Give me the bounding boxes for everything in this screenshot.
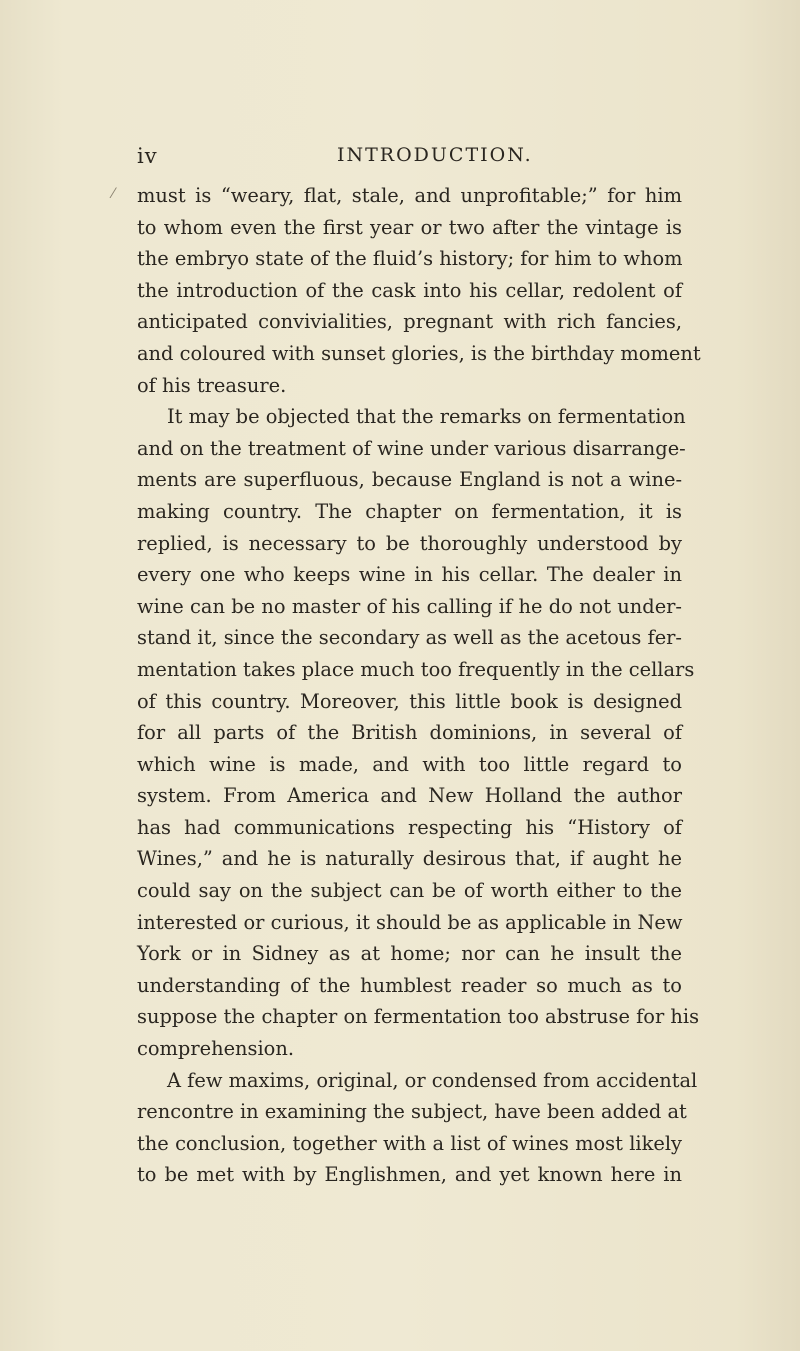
text-line: system. From America and New Holland the author — [137, 784, 682, 808]
text-line: suppose the chapter on fermentation too abstruse for his — [137, 1005, 700, 1029]
text-line: must is “weary, flat, stale, and unprofitable;” for him — [137, 184, 682, 207]
text-line: making country. The chapter on fermentation, it is — [137, 499, 682, 523]
text-line: the conclusion, together with a list of wines most likely — [137, 1131, 682, 1155]
text-line: It may be objected that the remarks on fermentation — [167, 405, 686, 429]
text-line: wine can be no master of his calling if he do not under- — [137, 594, 682, 618]
page-header — [137, 144, 677, 174]
text-line: interested or curious, it should be as applicable in New — [137, 910, 683, 934]
text-line: has had communications respecting his “History of — [137, 815, 682, 839]
text-line: stand it, since the secondary as well as the acetous fer- — [137, 626, 682, 650]
text-line: Wines,” and he is naturally desirous that, if aught he — [137, 847, 682, 871]
text-line: understanding of the humblest reader so much as to — [137, 973, 682, 997]
text-line: anticipated convivialities, pregnant with rich fancies, — [137, 310, 682, 334]
text-line: to be met with by Englishmen, and yet known here in — [137, 1163, 682, 1187]
text-line: rencontre in examining the subject, have been added at — [137, 1100, 687, 1124]
text-line: A few maxims, original, or condensed from accidental — [167, 1068, 698, 1092]
text-line: comprehension. — [137, 1037, 295, 1061]
text-line: replied, is necessary to be thoroughly understood by — [137, 531, 682, 555]
text-line: York or in Sidney as at home; nor can he insult the — [137, 942, 682, 966]
text-line: of his treasure. — [137, 373, 287, 397]
text-line: could say on the subject can be of worth either to the — [137, 879, 682, 903]
text-line: of this country. Moreover, this little book is designed — [137, 689, 682, 713]
text-line: every one who keeps wine in his cellar. The dealer in — [137, 563, 682, 587]
page-number: iv — [137, 144, 158, 168]
text-line: and coloured with sunset glories, is the birthday moment — [137, 341, 701, 365]
text-line: to whom even the first year or two after the vintage is — [137, 215, 682, 239]
text-line: and on the treatment of wine under various disarrange- — [137, 436, 686, 460]
text-line: the introduction of the cask into his cellar, redolent of — [137, 278, 682, 302]
text-line: mentation takes place much too frequently in the cellars — [137, 657, 695, 681]
text-line: for all parts of the British dominions, in several of — [137, 721, 682, 745]
text-line: the embryo state of the fluid’s history; for him to whom — [137, 247, 683, 271]
text-line: ments are superfluous, because England is not a wine- — [137, 468, 682, 492]
text-line: which wine is made, and with too little regard to — [137, 752, 682, 776]
margin-mark-icon: ⁄ — [112, 186, 115, 202]
body-text — [137, 180, 701, 1191]
running-head: INTRODUCTION. — [337, 144, 533, 166]
